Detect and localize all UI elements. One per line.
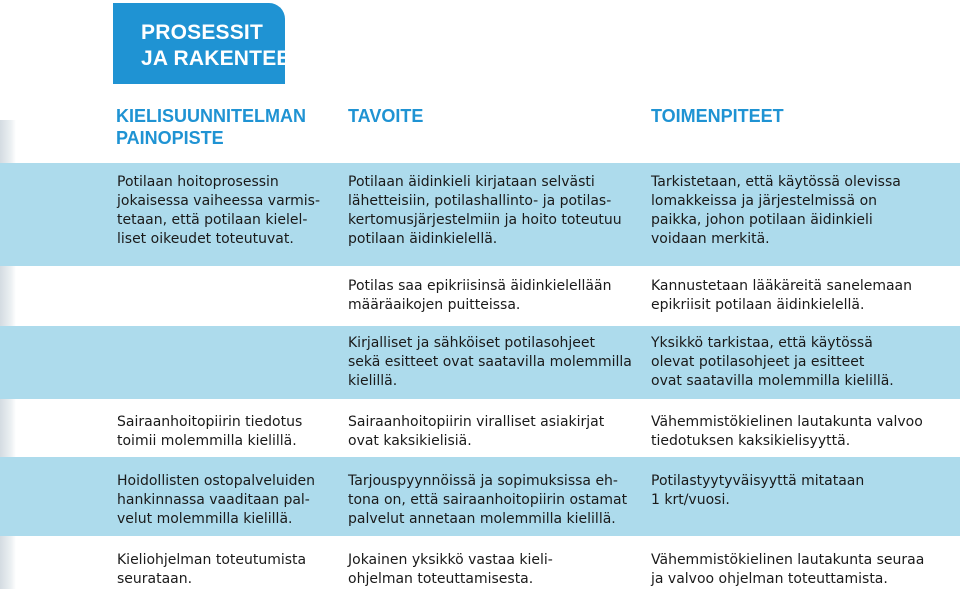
column-header-painopiste xyxy=(116,105,306,149)
cell-line: Potilas saa epikriisinsä äidinkielellään xyxy=(348,278,612,294)
cell-line: ovat kaksikielisiä. xyxy=(348,433,472,449)
cell-line: toimii molemmilla kielillä. xyxy=(117,433,297,449)
cell-line: Kannustetaan lääkäreitä sanelemaan xyxy=(651,278,912,294)
table-cell-painopiste xyxy=(117,472,315,529)
cell-line: lähetteisiin, potilashallinto- ja potilas- xyxy=(348,193,612,209)
cell-line: jokaisessa vaiheessa varmis- xyxy=(117,193,321,209)
section-title-line-2: JA RAKENTEET xyxy=(141,47,304,70)
table-cell-painopiste xyxy=(117,551,306,589)
cell-line: Sairaanhoitopiirin viralliset asiakirjat xyxy=(348,414,605,430)
table-cell-tavoite xyxy=(348,472,627,529)
table-cell-toimenpiteet xyxy=(651,334,894,391)
section-title-box xyxy=(113,3,304,84)
cell-line: Sairaanhoitopiirin tiedotus xyxy=(117,414,303,430)
cell-line: ohjelman toteuttamisesta. xyxy=(348,571,534,587)
cell-line: paikka, johon potilaan äidinkieli xyxy=(651,212,873,228)
cell-line: voidaan merkitä. xyxy=(651,231,770,247)
cell-line: ja valvoo ohjelman toteuttamista. xyxy=(651,571,888,587)
table-cell-toimenpiteet xyxy=(651,277,912,315)
table-cell-toimenpiteet xyxy=(651,173,901,249)
table-cell-tavoite xyxy=(348,173,622,249)
cell-line: olevat potilasohjeet ja esitteet xyxy=(651,354,865,370)
cell-line: palvelut annetaan molemmilla kielillä. xyxy=(348,511,616,527)
cell-line: Kirjalliset ja sähköiset potilasohjeet xyxy=(348,335,596,351)
table-cell-tavoite xyxy=(348,413,604,451)
table-cell-toimenpiteet xyxy=(651,472,864,510)
cell-line: potilaan äidinkielellä. xyxy=(348,231,498,247)
cell-line: Potilaan äidinkieli kirjataan selvästi xyxy=(348,174,595,190)
cell-line: Vähemmistökielinen lautakunta seuraa xyxy=(651,552,925,568)
table-cell-painopiste xyxy=(117,413,302,451)
cell-line: sekä esitteet ovat saatavilla molemmilla xyxy=(348,354,632,370)
cell-line: tona on, että sairaanhoitopiirin ostamat xyxy=(348,492,628,508)
column-header-painopiste-line-2: PAINOPISTE xyxy=(116,128,224,148)
cell-line: hankinnassa vaaditaan pal- xyxy=(117,492,310,508)
table-cell-toimenpiteet xyxy=(651,551,924,589)
column-header-toimenpiteet: TOIMENPITEET xyxy=(651,106,784,126)
cell-line: tiedotuksen kaksikielisyyttä. xyxy=(651,433,851,449)
cell-line: lomakkeissa ja järjestelmissä on xyxy=(651,193,878,209)
cell-line: Tarjouspyynnöissä ja sopimuksissa eh- xyxy=(348,473,618,489)
cell-line: Kieliohjelman toteutumista xyxy=(117,552,307,568)
cell-line: ovat saatavilla molemmilla kielillä. xyxy=(651,373,894,389)
table-cell-painopiste xyxy=(117,173,320,249)
section-title-line-1: PROSESSIT xyxy=(141,21,263,44)
table-cell-tavoite xyxy=(348,551,553,589)
cell-line: seurataan. xyxy=(117,571,193,587)
column-header-tavoite: TAVOITE xyxy=(348,106,424,126)
cell-line: tetaan, että potilaan kielel- xyxy=(117,212,308,228)
cell-line: Jokainen yksikkö vastaa kieli- xyxy=(348,552,553,568)
cell-line: kielillä. xyxy=(348,373,398,389)
table-cell-tavoite xyxy=(348,277,611,315)
cell-line: liset oikeudet toteutuvat. xyxy=(117,231,294,247)
table-cell-tavoite xyxy=(348,334,632,391)
cell-line: kertomusjärjestelmiin ja hoito toteutuu xyxy=(348,212,622,228)
cell-line: määräaikojen puitteissa. xyxy=(348,297,521,313)
cell-line: Vähemmistökielinen lautakunta valvoo xyxy=(651,414,923,430)
cell-line: velut molemmilla kielillä. xyxy=(117,511,293,527)
cell-line: Yksikkö tarkistaa, että käytössä xyxy=(651,335,873,351)
cell-line: Hoidollisten ostopalveluiden xyxy=(117,473,316,489)
cell-line: Potilaan hoitoprosessin xyxy=(117,174,279,190)
cell-line: epikriisit potilaan äidinkielellä. xyxy=(651,297,865,313)
table-cell-toimenpiteet xyxy=(651,413,923,451)
cell-line: Potilastyytyväisyyttä mitataan xyxy=(651,473,865,489)
cell-line: 1 krt/vuosi. xyxy=(651,492,730,508)
cell-line: Tarkistetaan, että käytössä olevissa xyxy=(651,174,901,190)
column-header-painopiste-line-1: KIELISUUNNITELMAN xyxy=(116,106,306,126)
